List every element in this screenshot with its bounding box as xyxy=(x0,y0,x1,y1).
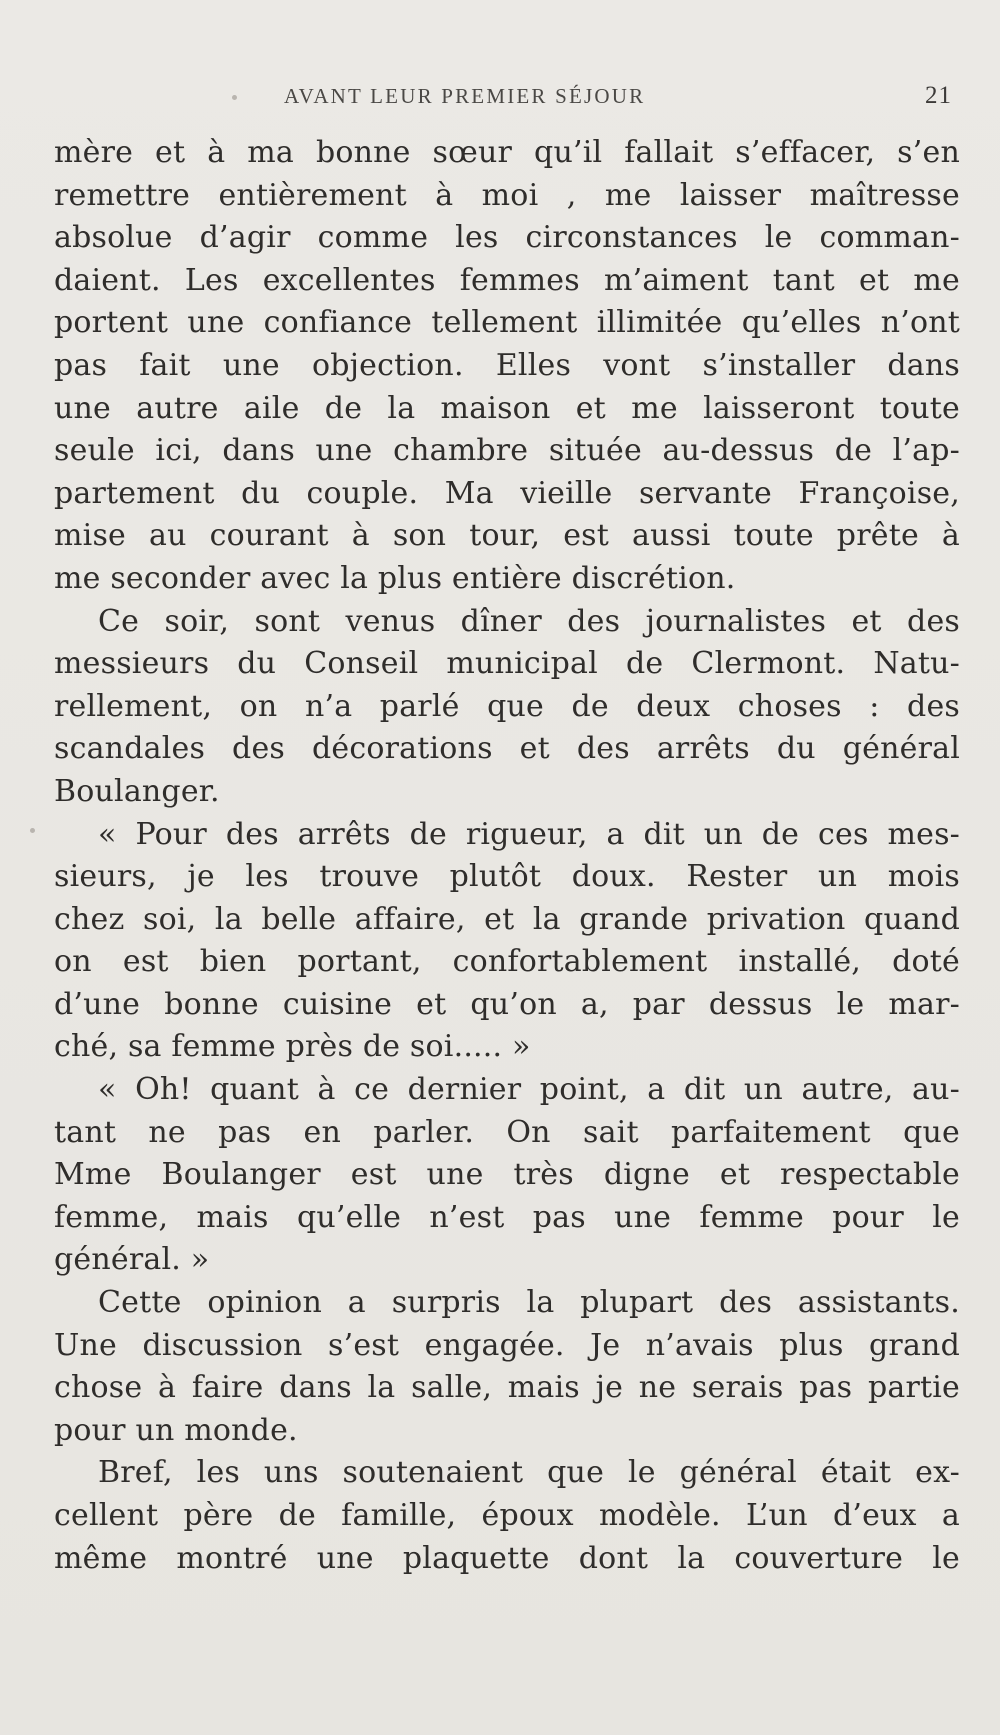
text-line: seule ici, dans une chambre située au-dessus de l’ap- xyxy=(54,433,960,469)
running-title: AVANT LEUR PREMIER SÉJOUR xyxy=(284,84,646,108)
text-line: daient. Les excellentes femmes m’aiment tant et me xyxy=(54,262,960,298)
text-line: pour un monde. xyxy=(54,1412,298,1448)
text-line: d’une bonne cuisine et qu’on a, par dessus le mar- xyxy=(54,986,960,1022)
text-line: chez soi, la belle affaire, et la grande privation quand xyxy=(54,901,960,937)
page-number: 21 xyxy=(925,82,952,109)
text-line: mise au courant à son tour, est aussi toute prête à xyxy=(54,518,960,554)
text-line: on est bien portant, confortablement installé, doté xyxy=(54,944,960,980)
text-line: cellent père de famille, époux modèle. L’un d’eux a xyxy=(54,1498,960,1533)
text-line: Boulanger. xyxy=(54,773,220,809)
text-line: pas fait une objection. Elles vont s’installer dans xyxy=(54,347,960,383)
text-line: mère et à ma bonne sœur qu’il fallait s’effacer, s’en xyxy=(54,135,960,170)
text-line: scandales des décorations et des arrêts du général xyxy=(54,731,960,767)
text-line: Ce soir, sont venus dîner des journalistes et des xyxy=(98,603,960,639)
text-line: absolue d’agir comme les circonstances le comman- xyxy=(54,220,960,256)
text-line: Cette opinion a surpris la plupart des assistants. xyxy=(98,1285,960,1321)
print-speck xyxy=(30,828,35,833)
text-line: remettre entièrement à moi , me laisser maîtresse xyxy=(54,177,960,213)
text-line: rellement, on n’a parlé que de deux choses : des xyxy=(54,688,960,724)
text-line: chose à faire dans la salle, mais je ne serais pas partie xyxy=(54,1370,960,1406)
text-line: me seconder avec la plus entière discrétion. xyxy=(54,560,736,596)
text-line: Une discussion s’est engagée. Je n’avais plus grand xyxy=(54,1327,960,1363)
text-line: « Oh! quant à ce dernier point, a dit un autre, au- xyxy=(98,1072,960,1108)
text-line: messieurs du Conseil municipal de Clermont. Natu- xyxy=(54,646,960,682)
text-line: ché, sa femme près de soi..... » xyxy=(54,1029,531,1065)
text-line: partement du couple. Ma vieille servante Françoise, xyxy=(54,475,960,511)
text-line: général. » xyxy=(54,1242,210,1278)
text-line: sieurs, je les trouve plutôt doux. Rester un mois xyxy=(54,859,960,895)
text-line: une autre aile de la maison et me laisseront toute xyxy=(54,390,960,426)
text-line: femme, mais qu’elle n’est pas une femme pour le xyxy=(54,1199,960,1235)
text-line: même montré une plaquette dont la couverture le xyxy=(54,1540,960,1576)
text-line: Bref, les uns soutenaient que le général était ex- xyxy=(98,1455,960,1491)
text-line: portent une confiance tellement illimitée qu’elles n’ont xyxy=(54,305,960,341)
text-line: « Pour des arrêts de rigueur, a dit un de ces mes- xyxy=(98,816,960,852)
text-line: tant ne pas en parler. On sait parfaitement que xyxy=(54,1114,960,1150)
text-line: Mme Boulanger est une très digne et respectable xyxy=(54,1157,960,1193)
text-body xyxy=(54,132,960,1580)
running-head xyxy=(54,80,960,132)
